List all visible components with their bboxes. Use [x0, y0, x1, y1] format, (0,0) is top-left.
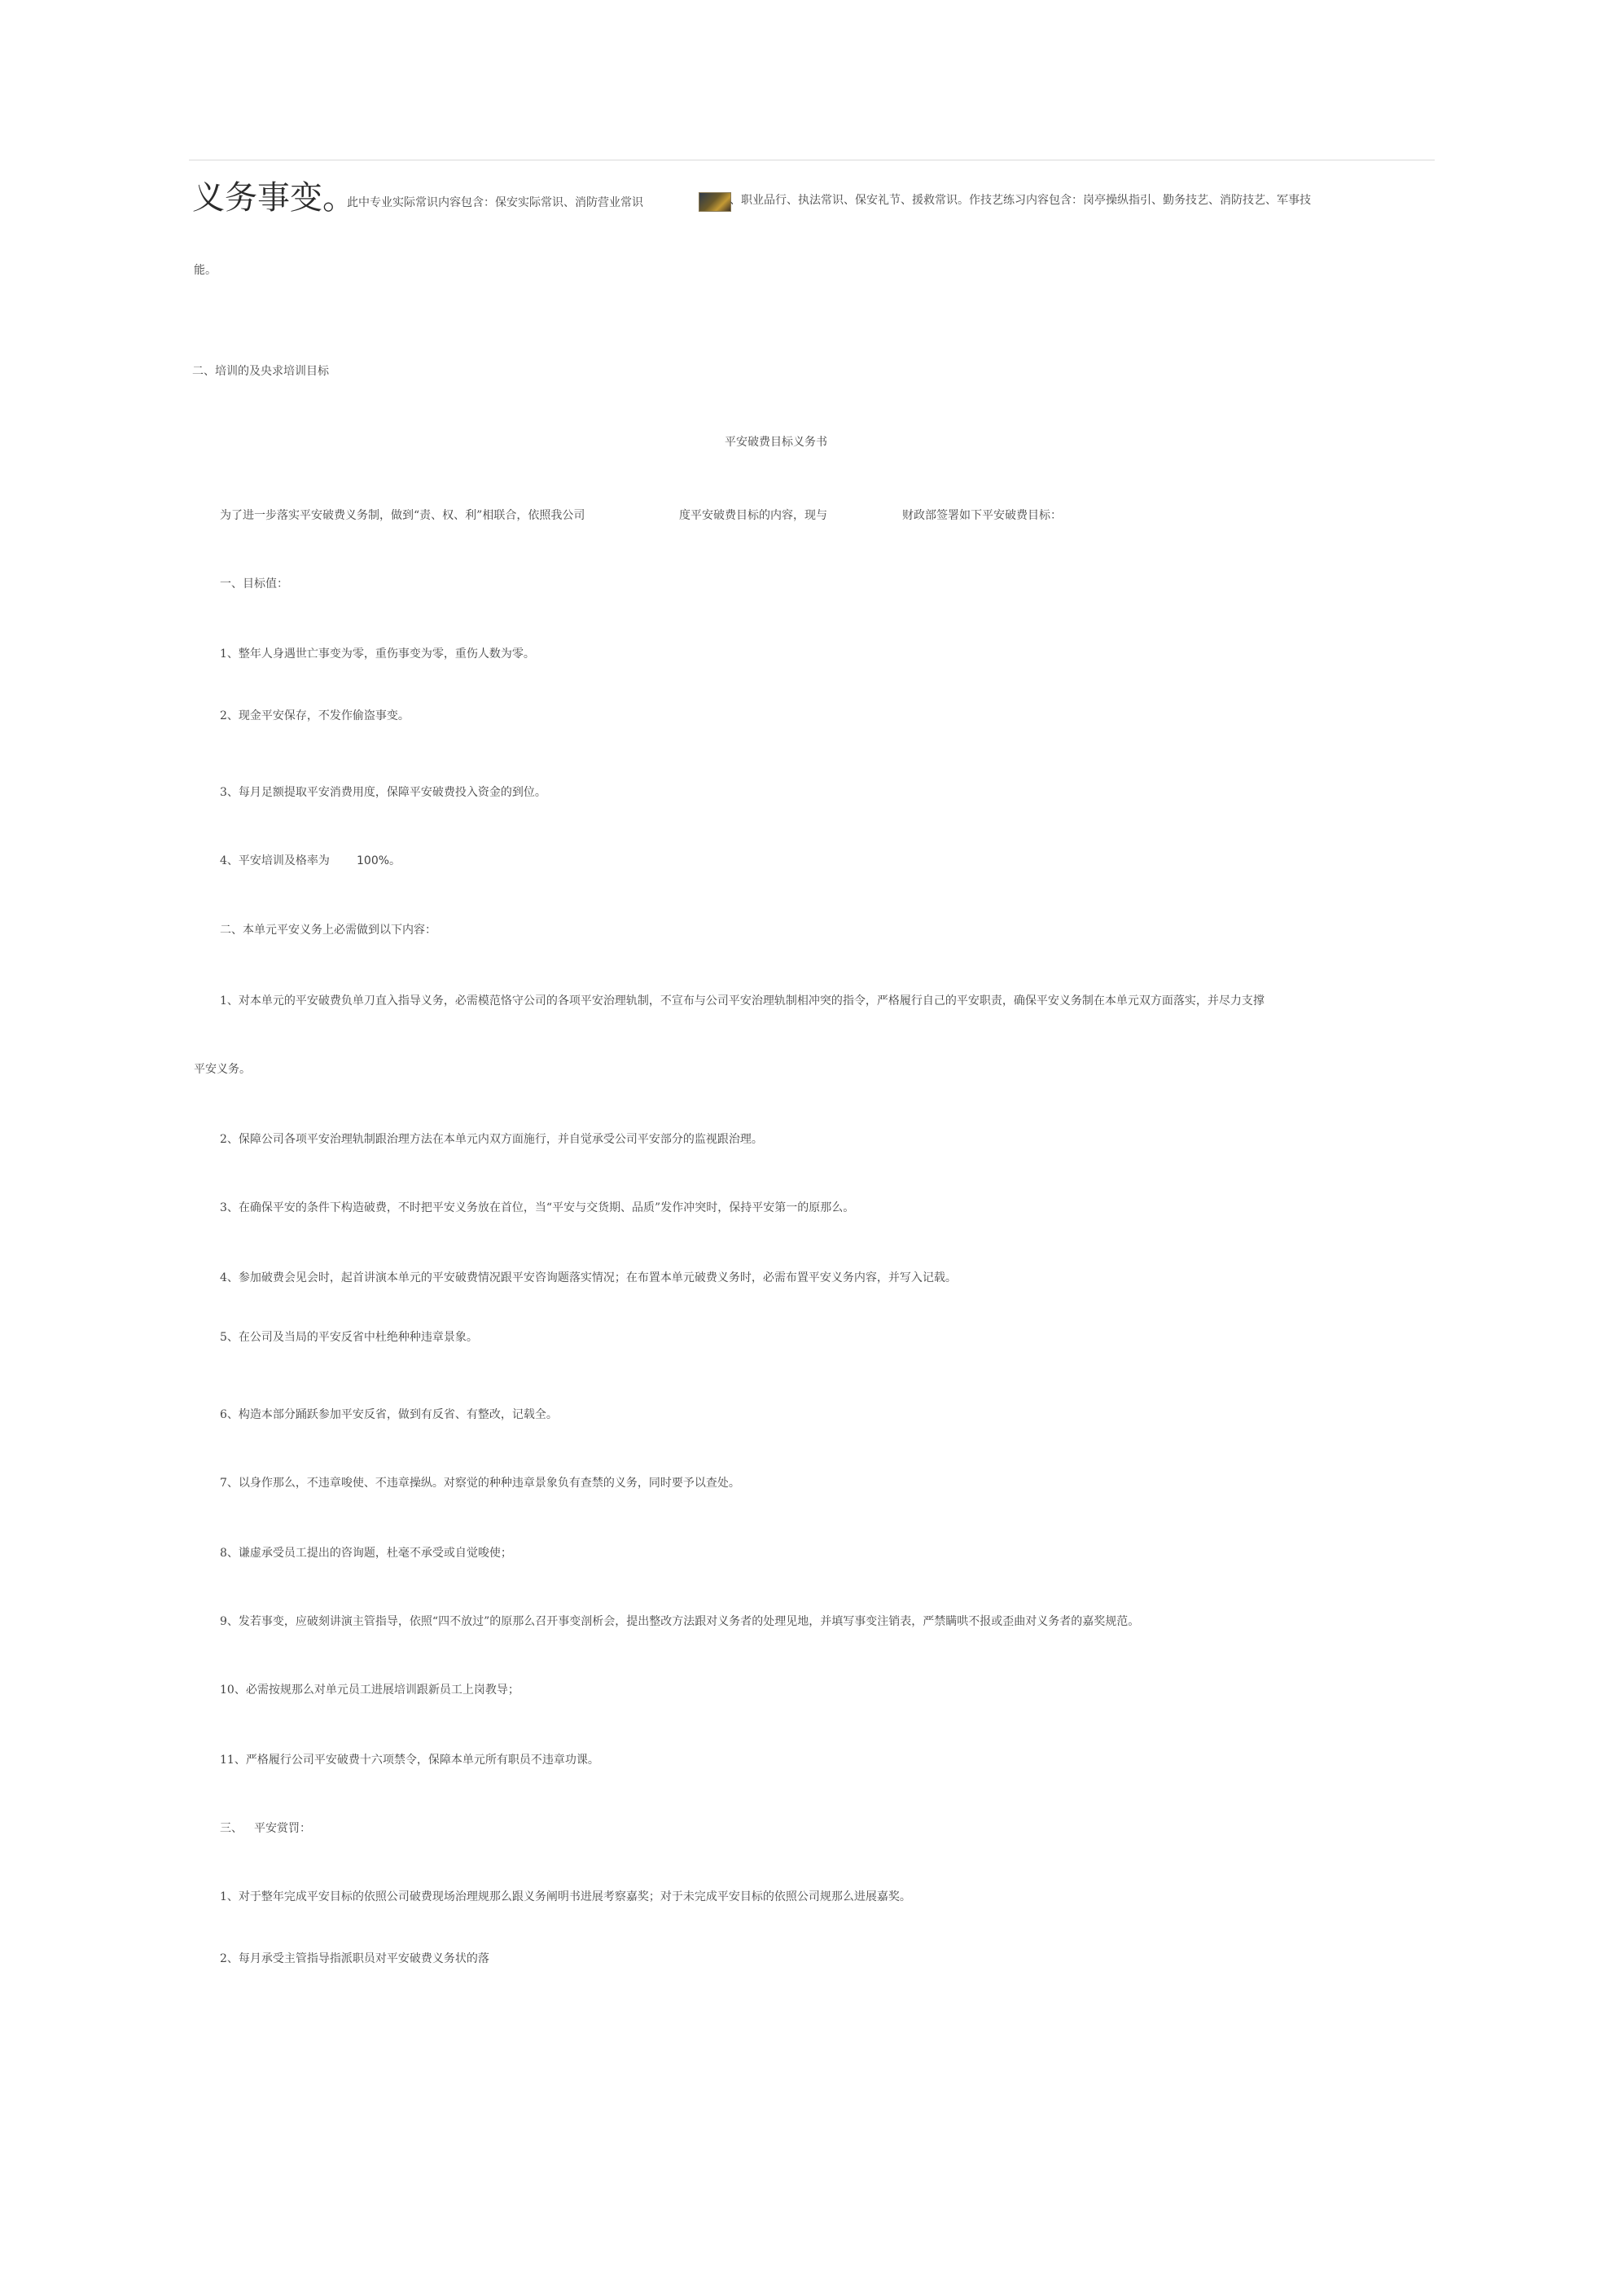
list-item: 10、必需按规那么对单元员工进展培训跟新员工上岗教导； [220, 1684, 519, 1697]
list-item: 9、发若事变，应破刻讲演主管指导，依照“四不放过”的原那么召开事变剖析会，提出整改方法跟对义务者的处理见地，并填写事变注销表，严禁瞒哄不报或歪曲对义务者的嘉奖规范。 [220, 1615, 1140, 1628]
list-item: 8、谦虚承受员工提出的咨询题，杜毫不承受或自觉唆使； [220, 1547, 512, 1560]
section-heading-number: 三、 [220, 1822, 243, 1835]
inline-image [699, 192, 731, 212]
list-item-value: 100%。 [357, 854, 401, 867]
heading-fragment: 义务事变。 [192, 179, 355, 217]
paragraph-line: 财政部签署如下平安破费目标： [902, 509, 1062, 522]
section-heading: 一、目标值： [220, 577, 288, 590]
list-item: 2、每月承受主管指导指派职员对平安破费义务状的落 [220, 1952, 489, 1965]
paragraph-line: 为了进一步落实平安破费义务制，做到“责、权、利”相联合，依照我公司 [220, 509, 585, 522]
list-item: 5、在公司及当局的平安反省中杜绝种种违章景象。 [220, 1331, 478, 1344]
section-heading: 二、培训的及央求培训目标 [192, 365, 329, 378]
paragraph-line: 度平安破费目标的内容，现与 [679, 509, 827, 522]
list-item: 1、整年人身遇世亡事变为零，重伤事变为零，重伤人数为零。 [220, 648, 535, 661]
list-item: 3、每月足额提取平安消费用度，保障平安破费投入资金的到位。 [220, 786, 546, 799]
section-heading: 平安赏罚： [254, 1822, 311, 1835]
paragraph-line: 、职业品行、执法常识、保安礼节、援救常识。作技艺练习内容包含：岗亭操纵指引、勤务技艺、消防技艺、军事技 [730, 194, 1311, 207]
list-item: 7、以身作那么，不违章唆使、不违章操纵。对察觉的种种违章景象负有查禁的义务，同时要予以查处。 [220, 1477, 740, 1490]
list-item: 2、现金平安保存，不发作偷盗事变。 [220, 709, 410, 722]
list-item: 3、在确保平安的条件下构造破费，不时把平安义务放在首位，当“平安与交货期、品质”发作冲突时，保持平安第一的原那么。 [220, 1201, 855, 1214]
section-heading: 二、本单元平安义务上必需做到以下内容： [220, 924, 436, 937]
list-item: 6、构造本部分踊跃参加平安反省，做到有反省、有整改，记载全。 [220, 1408, 558, 1421]
list-item: 4、参加破费会见会时，起首讲演本单元的平安破费情况跟平安咨询题落实情况；在布置本单元破费义务时，必需布置平安义务内容，并写入记载。 [220, 1271, 957, 1284]
paragraph-line: 此中专业实际常识内容包含：保安实际常识、消防营业常识 [347, 196, 643, 209]
list-item-continuation: 平安义务。 [194, 1063, 251, 1076]
paragraph-line: 能。 [194, 264, 217, 277]
list-item: 1、对本单元的平安破费负单刀直入指导义务，必需模范恪守公司的各项平安治理轨制，不宣布与公司平安治理轨制相冲突的指令，严格履行自己的平安职责，确保平安义务制在本单元双方面落实，并尽力支撑 [220, 994, 1265, 1008]
list-item: 11、严格履行公司平安破费十六项禁令，保障本单元所有职员不违章功课。 [220, 1754, 599, 1767]
list-item: 1、对于整年完成平安目标的依照公司破费现场治理规那么跟义务阐明书进展考察嘉奖；对于未完成平安目标的依照公司规那么进展嘉奖。 [220, 1890, 911, 1903]
document-title: 平安破费目标义务书 [725, 436, 827, 449]
list-item: 4、平安培训及格率为 [220, 854, 330, 867]
list-item: 2、保障公司各项平安治理轨制跟治理方法在本单元内双方面施行，并自觉承受公司平安部分的监视跟治理。 [220, 1133, 763, 1146]
